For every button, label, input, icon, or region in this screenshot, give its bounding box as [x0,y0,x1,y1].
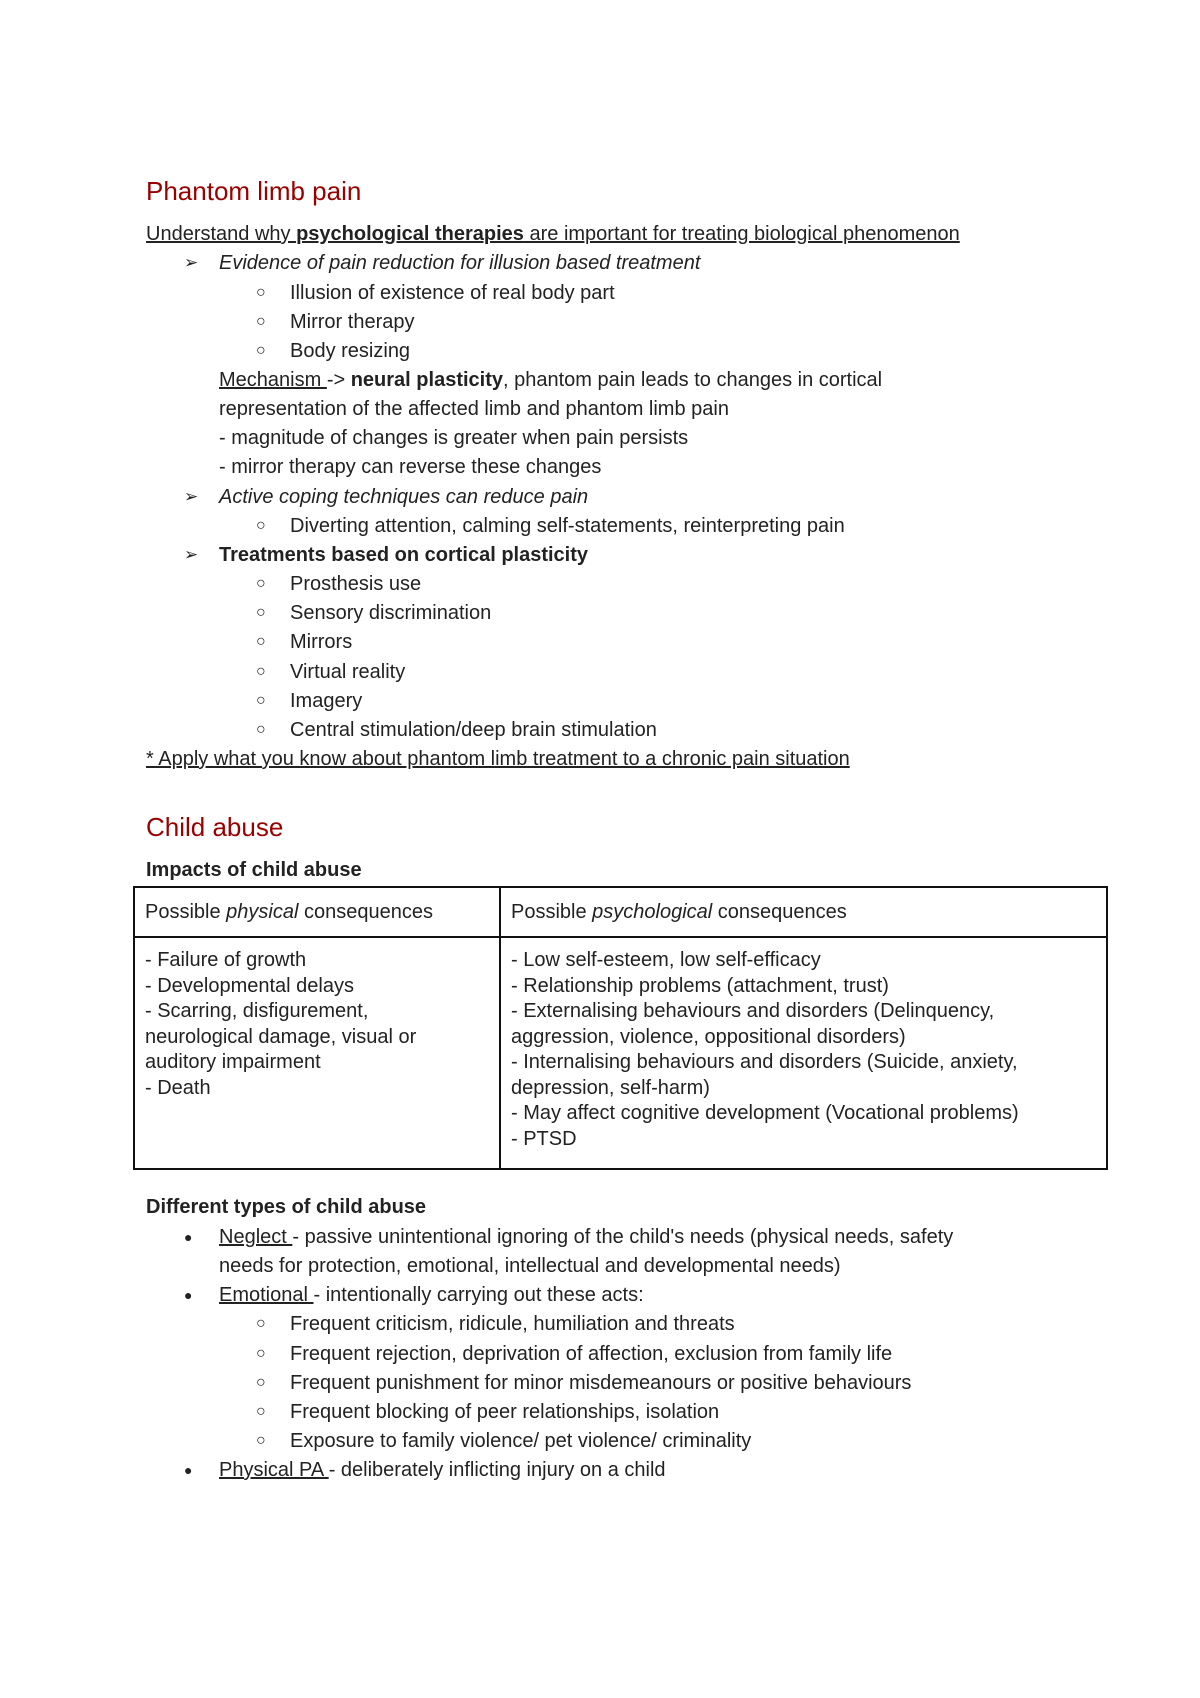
list-item: Exposure to family violence/ pet violence/ criminality [290,1430,752,1452]
impacts-heading: Impacts of child abuse [146,859,362,881]
dot-bullet-icon: ● [184,1462,193,1478]
neglect-item: Neglect - passive unintentional ignoring of the child's needs (physical needs, safety [219,1226,954,1248]
dot-bullet-icon: ● [184,1287,193,1303]
list-item: Frequent punishment for minor misdemeanours or positive behaviours [290,1372,912,1394]
arrow-bullet-icon: ➢ [184,253,199,272]
list-item: Mirror therapy [290,311,415,333]
list-item: Virtual reality [290,661,406,683]
evidence-item: Evidence of pain reduction for illusion based treatment [219,252,701,274]
list-item: Mirrors [290,631,353,653]
table-header-row [134,887,1107,937]
table-header-physical: Possible physical consequences [134,887,500,937]
mechanism-line: Mechanism -> neural plasticity, phantom pain leads to changes in cortical [219,369,883,391]
phantom-intro: Understand why psychological therapies are important for treating biological phenomenon [146,223,960,245]
circle-bullet-icon: ○ [256,663,266,680]
circle-bullet-icon: ○ [256,604,266,621]
impacts-table [133,886,1108,1170]
list-item: Frequent criticism, ridicule, humiliation and threats [290,1313,735,1335]
mechanism-note: - magnitude of changes is greater when pain persists [219,427,689,449]
table-row [134,937,1107,1169]
arrow-bullet-icon: ➢ [184,545,199,564]
circle-bullet-icon: ○ [256,1315,266,1332]
mechanism-line-2: representation of the affected limb and phantom limb pain [219,398,729,420]
list-item: Frequent blocking of peer relationships, isolation [290,1401,720,1423]
circle-bullet-icon: ○ [256,284,266,301]
circle-bullet-icon: ○ [256,633,266,650]
types-heading: Different types of child abuse [146,1196,427,1218]
circle-bullet-icon: ○ [256,721,266,738]
list-item: Body resizing [290,340,411,362]
list-item: Imagery [290,690,363,712]
circle-bullet-icon: ○ [256,313,266,330]
table-cell-physical: - Failure of growth - Developmental delays - Scarring, disfigurement, neurological damage, visual or auditory impairment - Death [134,937,500,1169]
dot-bullet-icon: ● [184,1229,193,1245]
circle-bullet-icon: ○ [256,1432,266,1449]
circle-bullet-icon: ○ [256,692,266,709]
circle-bullet-icon: ○ [256,1345,266,1362]
apply-note: * Apply what you know about phantom limb treatment to a chronic pain situation [146,748,850,770]
list-item: Prosthesis use [290,573,422,595]
circle-bullet-icon: ○ [256,517,266,534]
list-item: Frequent rejection, deprivation of affection, exclusion from family life [290,1343,893,1365]
table-header-psychological: Possible psychological consequences [500,887,1107,937]
mechanism-note: - mirror therapy can reverse these changes [219,456,602,478]
circle-bullet-icon: ○ [256,575,266,592]
coping-item: Active coping techniques can reduce pain [219,486,589,508]
table-cell-psychological: - Low self-esteem, low self-efficacy - Relationship problems (attachment, trust) - Externalising behaviours and disorders (Delinquency, aggression, violence, oppositional disorders) - Internalising behaviours and disorders (Suicide, anxiety, depression, self-harm) - May affect cognitive development (Vocational problems) - PTSD [500,937,1107,1169]
arrow-bullet-icon: ➢ [184,487,199,506]
section-title-child-abuse: Child abuse [146,812,284,842]
circle-bullet-icon: ○ [256,1403,266,1420]
treatments-item: Treatments based on cortical plasticity [219,544,589,566]
physical-item: Physical PA - deliberately inflicting injury on a child [219,1459,666,1481]
list-item: Sensory discrimination [290,602,492,624]
emotional-item: Emotional - intentionally carrying out these acts: [219,1284,644,1306]
circle-bullet-icon: ○ [256,342,266,359]
list-item: Illusion of existence of real body part [290,282,615,304]
list-item: Diverting attention, calming self-statements, reinterpreting pain [290,515,845,537]
neglect-item-continued: needs for protection, emotional, intellectual and developmental needs) [219,1255,841,1277]
list-item: Central stimulation/deep brain stimulation [290,719,657,741]
circle-bullet-icon: ○ [256,1374,266,1391]
section-title-phantom: Phantom limb pain [146,176,362,206]
